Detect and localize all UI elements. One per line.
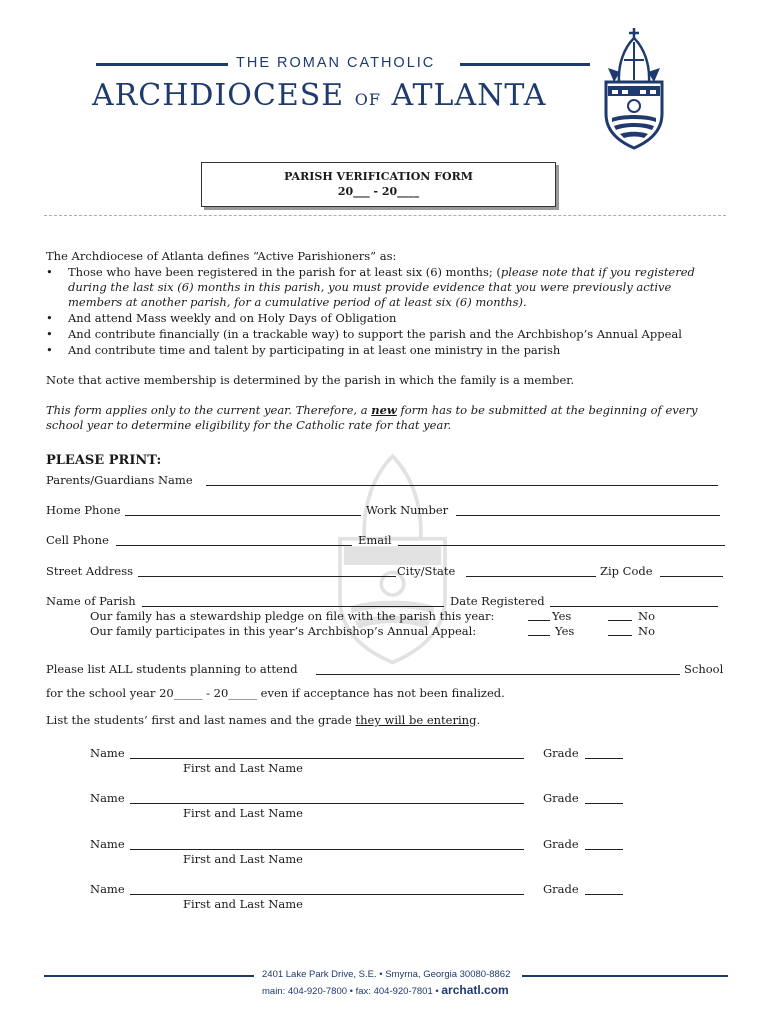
appeal-no-label: No	[638, 624, 655, 638]
stewardship-no-label: No	[638, 609, 655, 623]
grade-label: Grade	[543, 882, 579, 896]
student-name-field[interactable]	[130, 849, 524, 850]
date-registered-label: Date Registered	[450, 594, 545, 608]
bullet-financial: And contribute financially (in a trackable way) to support the parish and the Archbishop’s Annual Appeal	[68, 327, 682, 341]
bullet-marker: •	[46, 327, 53, 341]
first-last-caption: First and Last Name	[183, 806, 303, 820]
grade-field[interactable]	[585, 758, 623, 759]
first-last-caption: First and Last Name	[183, 852, 303, 866]
cell-phone-field[interactable]	[116, 545, 352, 546]
header-separator	[44, 215, 726, 216]
work-number-label: Work Number	[366, 503, 449, 517]
student-name-label: Name	[90, 882, 125, 896]
home-phone-field[interactable]	[125, 515, 361, 516]
header-rule-right	[460, 63, 590, 66]
students-instruction: List the students’ first and last names and the grade they will be entering.	[46, 713, 481, 727]
school-name-field[interactable]	[316, 674, 680, 675]
bullet-registered-note-3: members at another parish, for a cumulative period of at least six (6) months).	[68, 295, 527, 309]
parents-name-field[interactable]	[206, 485, 718, 486]
footer-website-link[interactable]: archatl.com	[441, 983, 509, 997]
student-name-label: Name	[90, 746, 125, 760]
street-address-label: Street Address	[46, 564, 134, 578]
new-emphasis: new	[371, 403, 397, 417]
title-atlanta: ATLANTA	[391, 78, 547, 113]
stewardship-yes-label: Yes	[552, 609, 572, 623]
form-title-box	[201, 162, 556, 207]
city-state-label: City/State	[397, 564, 456, 578]
cell-phone-label: Cell Phone	[46, 533, 109, 547]
email-label: Email	[358, 533, 392, 547]
footer-rule-right	[522, 975, 728, 977]
list-students-label: Please list ALL students planning to attend	[46, 662, 298, 676]
header-big-title	[92, 78, 546, 113]
bullet-mass: And attend Mass weekly and on Holy Days of Obligation	[68, 311, 397, 325]
grade-label: Grade	[543, 746, 579, 760]
bullet-marker: •	[46, 265, 53, 279]
bullet-registered-note-2: during the last six (6) months in this parish, you must provide evidence that you were previously active	[68, 280, 672, 294]
bullet-marker: •	[46, 343, 53, 357]
bullet-ministry: And contribute time and talent by participating in at least one ministry in the parish	[68, 343, 561, 357]
stewardship-pledge-question: Our family has a stewardship pledge on file with the parish this year:	[90, 609, 495, 623]
membership-note: Note that active membership is determined by the parish in which the family is a member.	[46, 373, 575, 387]
archdiocese-crest-logo	[594, 24, 674, 152]
form-applies-note: This form applies only to the current year. Therefore, a new form has to be submitted at the beginning of every	[46, 403, 698, 417]
annual-appeal-question: Our family participates in this year’s Archbishop’s Annual Appeal:	[90, 624, 477, 638]
street-address-field[interactable]	[138, 576, 396, 577]
zip-code-field[interactable]	[660, 576, 723, 577]
title-archdiocese: ARCHDIOCESE	[92, 78, 345, 113]
title-of: OF	[354, 90, 381, 109]
student-name-label: Name	[90, 791, 125, 805]
form-title: PARISH VERIFICATION FORM	[284, 170, 473, 183]
date-registered-field[interactable]	[550, 606, 718, 607]
grade-field[interactable]	[585, 849, 623, 850]
bullet-marker: •	[46, 311, 53, 325]
student-name-field[interactable]	[130, 803, 524, 804]
parish-name-label: Name of Parish	[46, 594, 136, 608]
zip-code-label: Zip Code	[600, 564, 653, 578]
stewardship-no-blank[interactable]	[608, 620, 632, 621]
grade-field[interactable]	[585, 894, 623, 895]
school-year-text: for the school year 20_____ - 20_____ even if acceptance has not been finalized.	[46, 686, 505, 700]
footer-address: 2401 Lake Park Drive, S.E. • Smyrna, Georgia 30080-8862	[262, 969, 511, 980]
parents-name-label: Parents/Guardians Name	[46, 473, 193, 487]
first-last-caption: First and Last Name	[183, 897, 303, 911]
form-applies-note-2: school year to determine eligibility for the Catholic rate for that year.	[46, 418, 452, 432]
grade-field[interactable]	[585, 803, 623, 804]
work-number-field[interactable]	[456, 515, 720, 516]
stewardship-yes-blank[interactable]	[528, 620, 550, 621]
student-name-label: Name	[90, 837, 125, 851]
grade-label: Grade	[543, 791, 579, 805]
form-year-range: 20___ - 20____	[337, 185, 420, 198]
student-name-field[interactable]	[130, 758, 524, 759]
first-last-caption: First and Last Name	[183, 761, 303, 775]
school-label: School	[684, 662, 724, 676]
home-phone-label: Home Phone	[46, 503, 121, 517]
intro-text: The Archdiocese of Atlanta defines “Active Parishioners” as:	[46, 249, 397, 263]
footer-rule-left	[44, 975, 254, 977]
header-small-title: THE ROMAN CATHOLIC	[236, 55, 436, 71]
student-name-field[interactable]	[130, 894, 524, 895]
email-field[interactable]	[398, 545, 725, 546]
bullet-registered: Those who have been registered in the parish for at least six (6) months; (please note that if you registered	[68, 265, 695, 279]
appeal-yes-label: Yes	[555, 624, 575, 638]
please-print-heading: PLEASE PRINT:	[46, 453, 162, 468]
appeal-no-blank[interactable]	[608, 635, 632, 636]
appeal-yes-blank[interactable]	[528, 635, 550, 636]
header-rule-left	[96, 63, 228, 66]
parish-name-field[interactable]	[142, 606, 444, 607]
footer-phones: main: 404-920-7800 • fax: 404-920-7801 • archatl.com	[262, 983, 509, 997]
city-state-field[interactable]	[466, 576, 596, 577]
grade-label: Grade	[543, 837, 579, 851]
